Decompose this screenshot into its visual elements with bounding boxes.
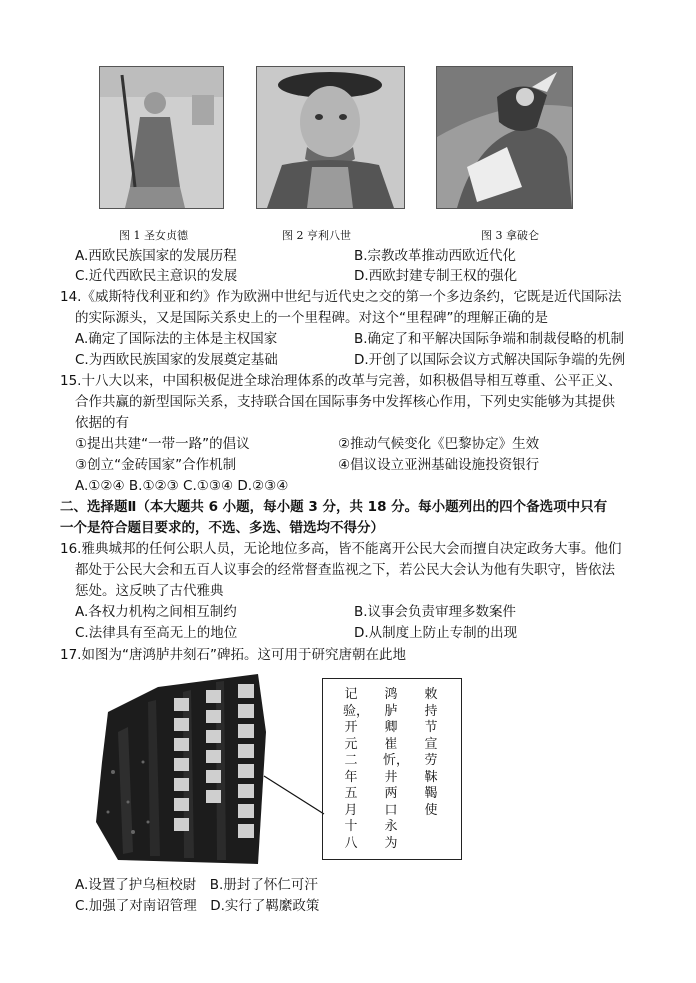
q15-item-1: ①提出共建“一带一路”的倡议 xyxy=(75,436,250,452)
q15-item-2: ②推动气候变化《巴黎协定》生效 xyxy=(338,436,540,452)
rubbing-svg xyxy=(88,672,268,864)
q15-stem-line-2: 合作共赢的新型国际关系，支持联合国在国际事务中发挥核心作用，下列史实能够为其提供 xyxy=(75,394,615,410)
q13-option-b: B.宗教改革推动西欧近代化 xyxy=(354,248,517,264)
transcription-column-1: 敕持节宣劳靺鞨使 xyxy=(424,687,438,818)
q16-stem-line-2: 都处于公民大会和五百人议事会的经常督查监视之下，若公民大会认为他有失职守，皆依法 xyxy=(75,562,615,578)
q15-stem-line-1: 15.十八大以来，中国积极促进全球治理体系的改革与完善，如积极倡导相互尊重、公平正义、 xyxy=(60,373,622,389)
henry-viii-image xyxy=(257,67,404,208)
q13-option-d: D.西欧封建专制王权的强化 xyxy=(354,268,518,284)
q15-options: A.①②④ B.①②③ C.①③④ D.②③④ xyxy=(75,478,289,494)
q14-stem-line-1: 14.《威斯特伐利亚和约》作为欧洲中世纪与近代史之交的第一个多边条约，它既是近代国际法 xyxy=(60,289,622,305)
q17-options-line-1: A.设置了护乌桓校尉 B.册封了怀仁可汗 xyxy=(75,877,318,893)
figure-1-caption: 图 1 圣女贞德 xyxy=(119,229,188,242)
q14-option-d: D.开创了以国际会议方式解决国际争端的先例 xyxy=(354,352,626,368)
q15-item-4: ④倡议设立亚洲基础设施投资银行 xyxy=(338,457,540,473)
transcription-column-2: 鸿胪卿崔忻，井两口永为 xyxy=(383,687,410,851)
q16-option-a: A.各权力机构之间相互制约 xyxy=(75,604,237,620)
q17-stem: 17.如图为“唐鸿胪井刻石”碑拓。这可用于研究唐朝在此地 xyxy=(60,647,406,663)
joan-of-arc-image xyxy=(100,67,223,208)
section2-header-line-1: 二、选择题Ⅱ（本大题共 6 小题，每小题 3 分，共 18 分。每小题列出的四个备选项中只有 xyxy=(60,499,608,515)
q16-stem-line-3: 惩处。这反映了古代雅典 xyxy=(75,583,224,599)
q13-option-a: A.西欧民族国家的发展历程 xyxy=(75,248,237,264)
q17-options-line-2: C.加强了对南诏管理 D.实行了羁縻政策 xyxy=(75,898,320,914)
q16-option-d: D.从制度上防止专制的出现 xyxy=(354,625,518,641)
stone-rubbing-image xyxy=(88,672,268,864)
section2-header-line-2: 一个是符合题目要求的，不选、多选、错选均不得分） xyxy=(60,520,384,536)
figure-henry-viii xyxy=(256,66,405,209)
figure-3-caption: 图 3 拿破仑 xyxy=(481,229,539,242)
q15-stem-line-3: 依据的有 xyxy=(75,415,129,431)
q14-option-a: A.确定了国际法的主体是主权国家 xyxy=(75,331,278,347)
q13-option-c: C.近代西欧民主意识的发展 xyxy=(75,268,238,284)
leader-line xyxy=(262,770,326,820)
transcription-box xyxy=(322,678,462,860)
figure-napoleon xyxy=(436,66,573,209)
q16-option-b: B.议事会负责审理多数案件 xyxy=(354,604,517,620)
q14-option-b: B.确定了和平解决国际争端和制裁侵略的机制 xyxy=(354,331,625,347)
q16-option-c: C.法律具有至高无上的地位 xyxy=(75,625,238,641)
figure-2-caption: 图 2 亨利八世 xyxy=(282,229,351,242)
q14-option-c: C.为西欧民族国家的发展奠定基础 xyxy=(75,352,278,368)
q14-stem-line-2: 的实际源头，又是国际关系史上的一个里程碑。对这个“里程碑”的理解正确的是 xyxy=(75,310,548,326)
q16-stem-line-1: 16.雅典城邦的任何公职人员，无论地位多高，皆不能离开公民大会而擅自决定政务大事。他们 xyxy=(60,541,622,557)
napoleon-image xyxy=(437,67,572,208)
transcription-column-3: 记验，开元二年五月十八 xyxy=(343,687,370,851)
figure-joan-of-arc xyxy=(99,66,224,209)
q15-item-3: ③创立“金砖国家”合作机制 xyxy=(75,457,237,473)
